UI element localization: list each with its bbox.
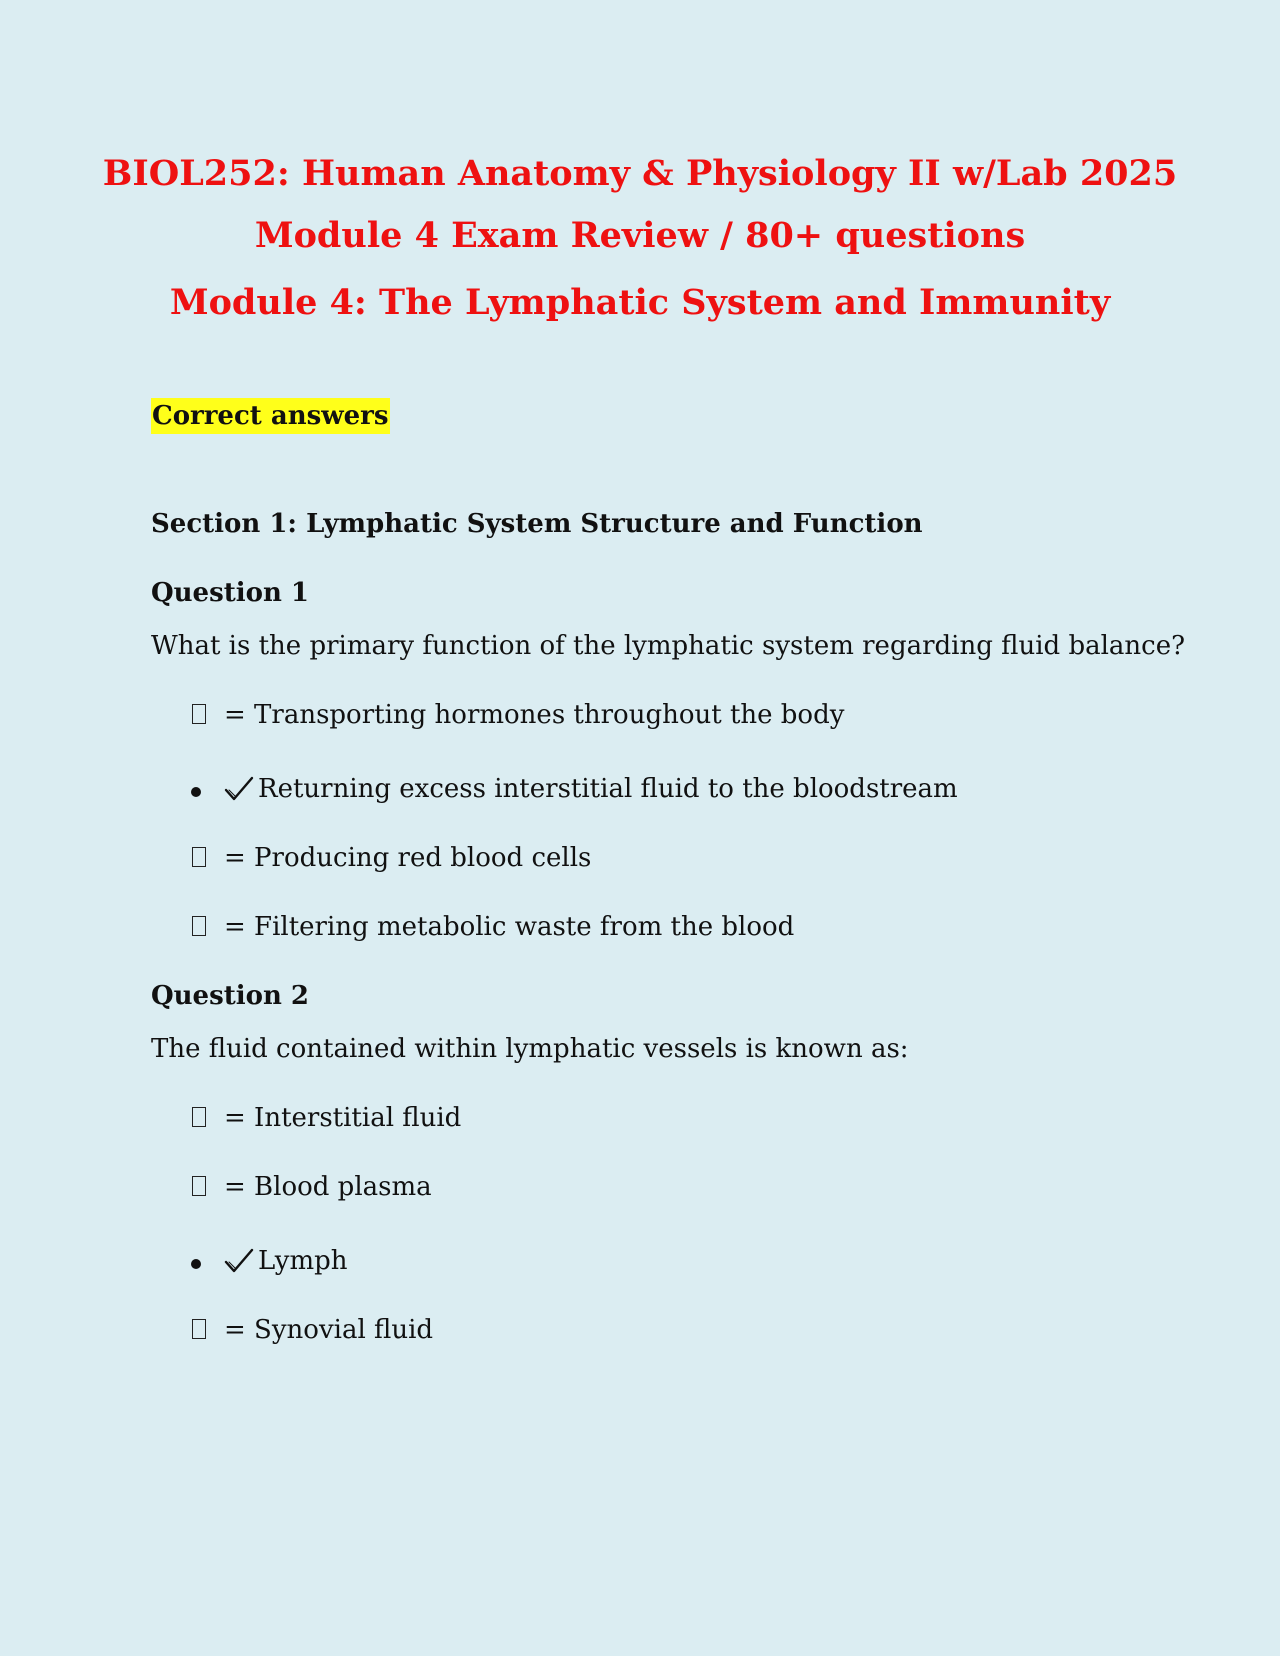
question-1-option-4	[188, 909, 794, 945]
question-2-text: The fluid contained within lymphatic vessels is known as:	[151, 1034, 909, 1064]
section-title: Section 1: Lymphatic System Structure and Function	[151, 509, 923, 539]
checkmark-icon	[224, 775, 254, 803]
option-text: Lymph	[258, 1246, 348, 1276]
question-1-option-1	[188, 697, 844, 733]
checkmark-icon	[224, 1247, 254, 1275]
question-2-option-3-correct	[188, 1243, 348, 1279]
question-2-title: Question 2	[151, 981, 310, 1011]
missing-glyph-box-icon	[192, 847, 206, 867]
missing-glyph-box-icon	[192, 1319, 206, 1339]
bullet-dot-icon	[191, 787, 201, 797]
question-1-text: What is the primary function of the lymphatic system regarding fluid balance?	[151, 631, 1186, 661]
document-title-line-3: Module 4: The Lymphatic System and Immunity	[169, 282, 1111, 323]
correct-answers-highlight: Correct answers	[151, 398, 390, 434]
missing-glyph-box-icon	[192, 1176, 206, 1196]
missing-glyph-box-icon	[192, 704, 206, 724]
option-text: = Blood plasma	[224, 1172, 432, 1202]
option-text: Returning excess interstitial fluid to the bloodstream	[258, 774, 958, 804]
option-text: = Transporting hormones throughout the body	[224, 700, 845, 730]
question-2-option-2	[188, 1169, 432, 1205]
question-1-option-3	[188, 840, 591, 876]
question-2-option-4	[188, 1312, 433, 1348]
bullet-dot-icon	[191, 1259, 201, 1269]
option-text: = Interstitial fluid	[224, 1103, 462, 1133]
document-title-line-2: Module 4 Exam Review / 80+ questions	[254, 215, 1026, 256]
option-text: = Filtering metabolic waste from the blood	[224, 912, 795, 942]
option-text: = Producing red blood cells	[224, 843, 592, 873]
question-1-title: Question 1	[151, 578, 310, 608]
missing-glyph-box-icon	[192, 1107, 206, 1127]
option-text: = Synovial fluid	[224, 1315, 434, 1345]
question-1-option-2-correct	[188, 771, 958, 807]
missing-glyph-box-icon	[192, 916, 206, 936]
question-2-option-1	[188, 1100, 461, 1136]
document-title-line-1: BIOL252: Human Anatomy & Physiology II w/Lab 2025	[102, 153, 1178, 194]
